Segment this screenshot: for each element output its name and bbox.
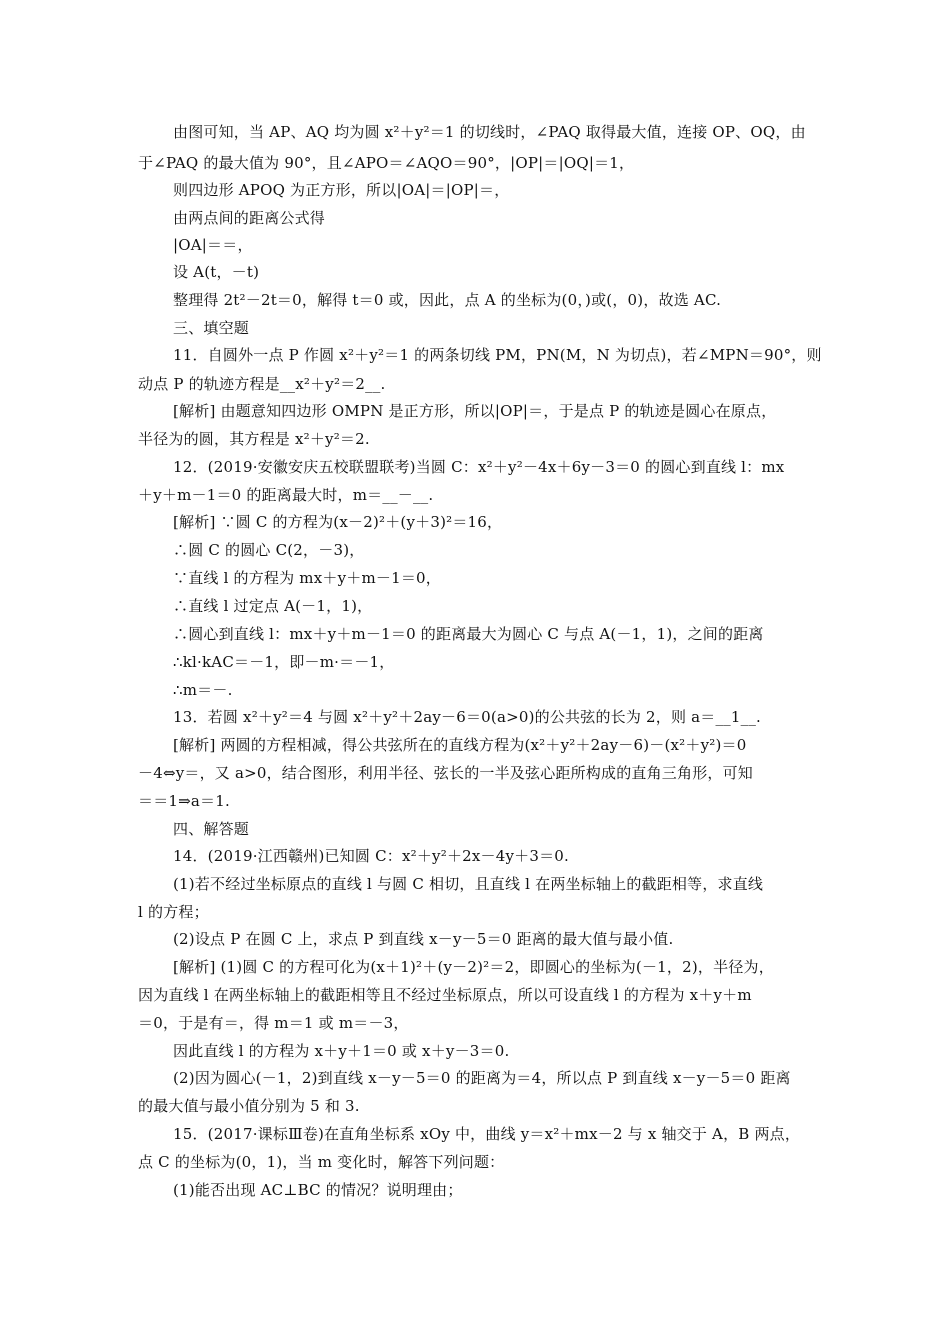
text-line: 的最大值与最小值分别为 5 和 3. [138,1097,360,1115]
analysis-label: [解析] (1)圆 C 的方程可化为(x＋1)²＋(y－2)²＝2，即圆心的坐标为(－1，2)，半径为， [173,958,774,976]
text-line: ∴圆 C 的圆心 C(2，－3)， [173,541,365,559]
analysis-label: [解析] ∵圆 C 的方程为(x－2)²＋(y＋3)²＝16， [173,513,503,531]
question-12: 12．(2019·安徽安庆五校联盟联考)当圆 C：x²＋y²－4x＋6y－3＝0 的圆心到直线 l：mx [173,458,785,476]
text-line: |OA|＝＝， [173,236,253,254]
text-line: (1)若不经过坐标原点的直线 l 与圆 C 相切，且直线 l 在两坐标轴上的截距相等，求直线 [173,875,764,893]
text-line: (2)因为圆心(－1，2)到直线 x－y－5＝0 的距离为＝4，所以点 P 到直线 x－y－5＝0 距离 [173,1069,791,1087]
text-line: 则四边形 APOQ 为正方形，所以|OA|＝|OP|＝， [173,181,510,199]
question-13: 13．若圆 x²＋y²＝4 与圆 x²＋y²＋2ay－6＝0(a>0)的公共弦的长为 2，则 a＝__1__. [173,708,761,726]
text-line: ∴圆心到直线 l：mx＋y＋m－1＝0 的距离最大为圆心 C 与点 A(－1，1)，之间的距离 [173,625,764,643]
text-line: ＋y＋m－1＝0 的距离最大时，m＝__－__. [138,486,434,504]
text-line: (1)能否出现 AC⊥BC 的情况？说明理由； [173,1181,463,1199]
text-line: 半径为的圆，其方程是 x²＋y²＝2. [138,430,370,448]
analysis-label: [解析] 两圆的方程相减，得公共弦所在的直线方程为(x²＋y²＋2ay－6)－(x²＋y²)＝0 [173,736,747,754]
text-line: 点 C 的坐标为(0，1)，当 m 变化时，解答下列问题： [138,1153,505,1171]
question-15: 15．(2017·课标Ⅲ卷)在直角坐标系 xOy 中，曲线 y＝x²＋mx－2 与 x 轴交于 A，B 两点， [173,1125,801,1143]
text-line: ∴m＝－. [173,681,233,699]
text-line: 于∠PAQ 的最大值为 90°，且∠APO＝∠AQO＝90°，|OP|＝|OQ|＝1， [138,154,635,172]
section-heading: 四、解答题 [173,820,250,838]
text-line: 因为直线 l 在两坐标轴上的截距相等且不经过坐标原点，所以可设直线 l 的方程为 x＋y＋m [138,986,752,1004]
text-line: 因此直线 l 的方程为 x＋y＋1＝0 或 x＋y－3＝0. [173,1042,510,1060]
text-line: 由图可知，当 AP、AQ 均为圆 x²＋y²＝1 的切线时，∠PAQ 取得最大值，连接 OP、OQ，由 [173,123,806,141]
text-line: ＝＝1⇒a＝1. [138,792,230,810]
text-line: ∵直线 l 的方程为 mx＋y＋m－1＝0， [173,569,441,587]
text-line: ∴直线 l 过定点 A(－1，1)， [173,597,373,615]
text-line: 由两点间的距离公式得 [173,209,326,227]
text-line: (2)设点 P 在圆 C 上，求点 P 到直线 x－y－5＝0 距离的最大值与最小值. [173,930,674,948]
text-line: ＝0，于是有＝，得 m＝1 或 m＝－3， [138,1014,409,1032]
text-line: 整理得 2t²－2t＝0，解得 t＝0 或，因此，点 A 的坐标为(0，)或(，0)，故选 AC. [173,291,722,309]
question-11: 11．自圆外一点 P 作圆 x²＋y²＝1 的两条切线 PM，PN(M，N 为切点)，若∠MPN＝90°，则 [173,346,822,364]
question-14: 14．(2019·江西赣州)已知圆 C：x²＋y²＋2x－4y＋3＝0. [173,847,570,865]
section-heading: 三、填空题 [173,319,250,337]
text-line: －4⇔y＝，又 a>0，结合图形，利用半径、弦长的一半及弦心距所构成的直角三角形，可知 [138,764,754,782]
analysis-label: [解析] 由题意知四边形 OMPN 是正方形，所以|OP|＝，于是点 P 的轨迹是圆心在原点， [173,402,777,420]
text-line: 设 A(t，－t) [173,263,260,281]
text-line: l 的方程； [138,903,209,921]
text-line: 动点 P 的轨迹方程是__x²＋y²＝2__. [138,375,386,393]
text-line: ∴kl·kAC＝－1，即－m·＝－1， [173,653,395,671]
